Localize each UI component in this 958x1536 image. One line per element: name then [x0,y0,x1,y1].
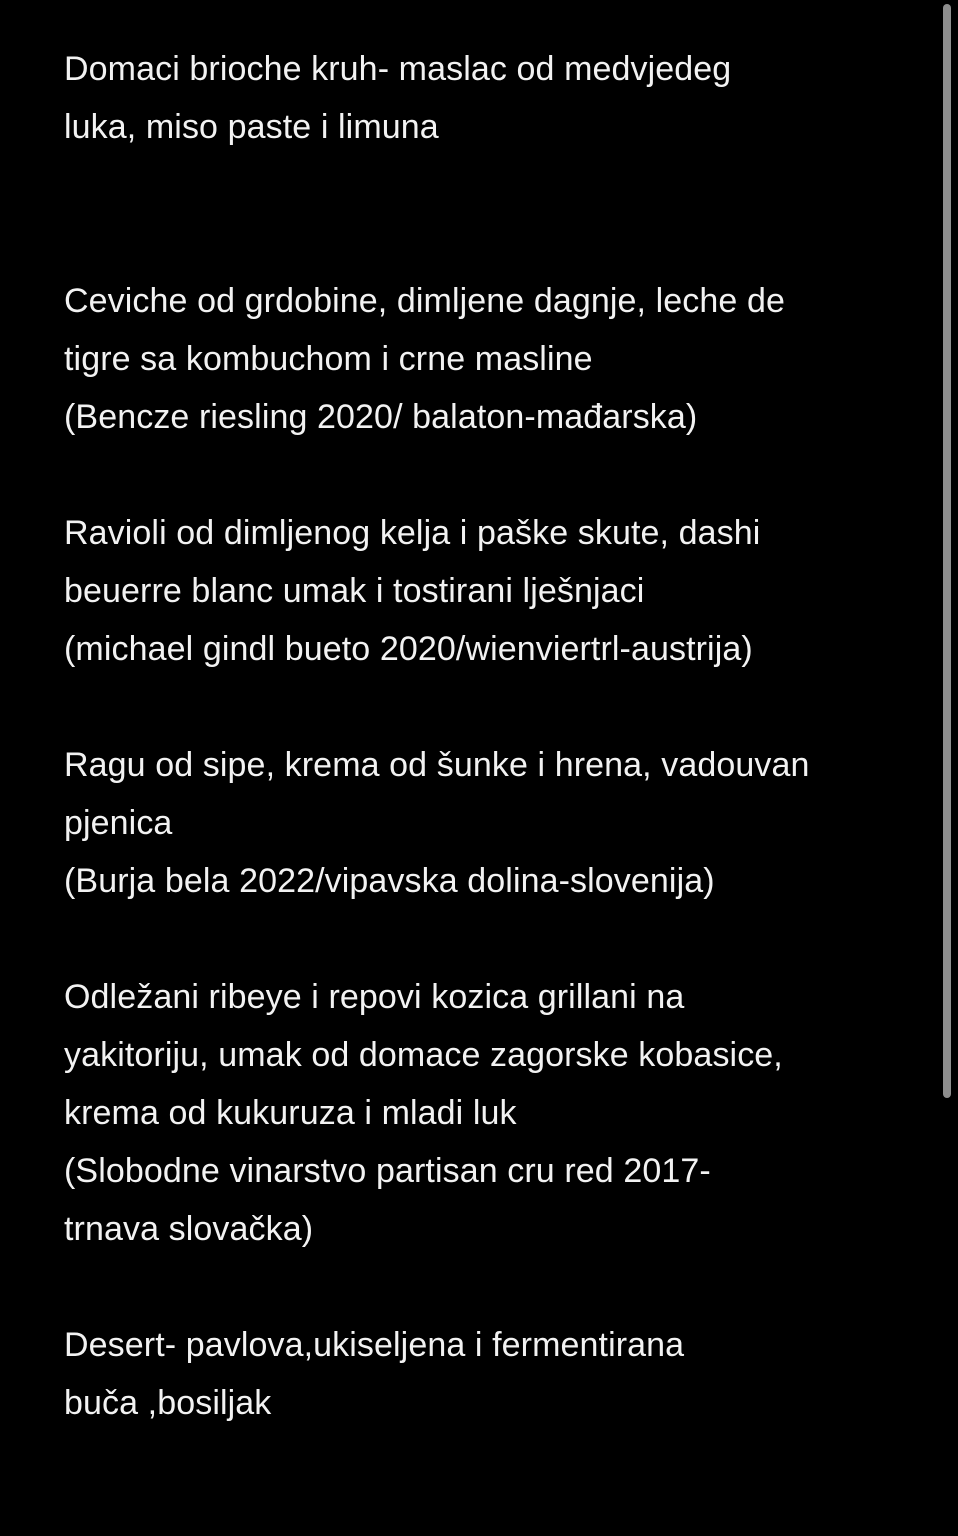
dish-line: yakitoriju, umak od domace zagorske kobasice, [64,1036,783,1074]
dish-line: Desert- pavlova,ukiseljena i fermentirana [64,1326,685,1364]
menu-item-ravioli [64,504,914,678]
wine-pairing-line: trnava slovačka) [64,1210,314,1248]
dish-line: Ravioli od dimljenog kelja i paške skute, dashi [64,514,761,552]
wine-pairing-line: (Burja bela 2022/vipavska dolina-slovenija) [64,862,715,900]
wine-pairing-line: (Bencze riesling 2020/ balaton-mađarska) [64,398,698,436]
blank-line [64,1258,914,1316]
menu-item-dessert [64,1316,914,1432]
blank-line [64,678,914,736]
dish-line: Odležani ribeye i repovi kozica grillani na [64,978,685,1016]
dish-line: Domaci brioche kruh- maslac od medvjedeg [64,50,732,88]
dish-line: krema od kukuruza i mladi luk [64,1094,517,1132]
dish-line: buča ,bosiljak [64,1384,272,1422]
menu-item-bread [64,40,914,156]
dish-line: tigre sa kombuchom i crne masline [64,340,593,378]
dish-line: beuerre blanc umak i tostirani lješnjaci [64,572,645,610]
wine-pairing-line: (Slobodne vinarstvo partisan cru red 2017- [64,1152,711,1190]
dish-line: pjenica [64,804,173,842]
wine-pairing-line: (michael gindl bueto 2020/wienviertrl-austrija) [64,630,753,668]
menu-item-ceviche [64,272,914,446]
blank-lines [64,156,914,272]
menu-item-ragu [64,736,914,910]
note-text-area[interactable] [64,40,914,1432]
dish-line: Ragu od sipe, krema od šunke i hrena, vadouvan [64,746,810,784]
vertical-scrollbar[interactable] [943,4,951,1098]
dish-line: Ceviche od grdobine, dimljene dagnje, leche de [64,282,785,320]
blank-line [64,910,914,968]
dish-line: luka, miso paste i limuna [64,108,439,146]
menu-item-ribeye [64,968,914,1258]
blank-line [64,446,914,504]
